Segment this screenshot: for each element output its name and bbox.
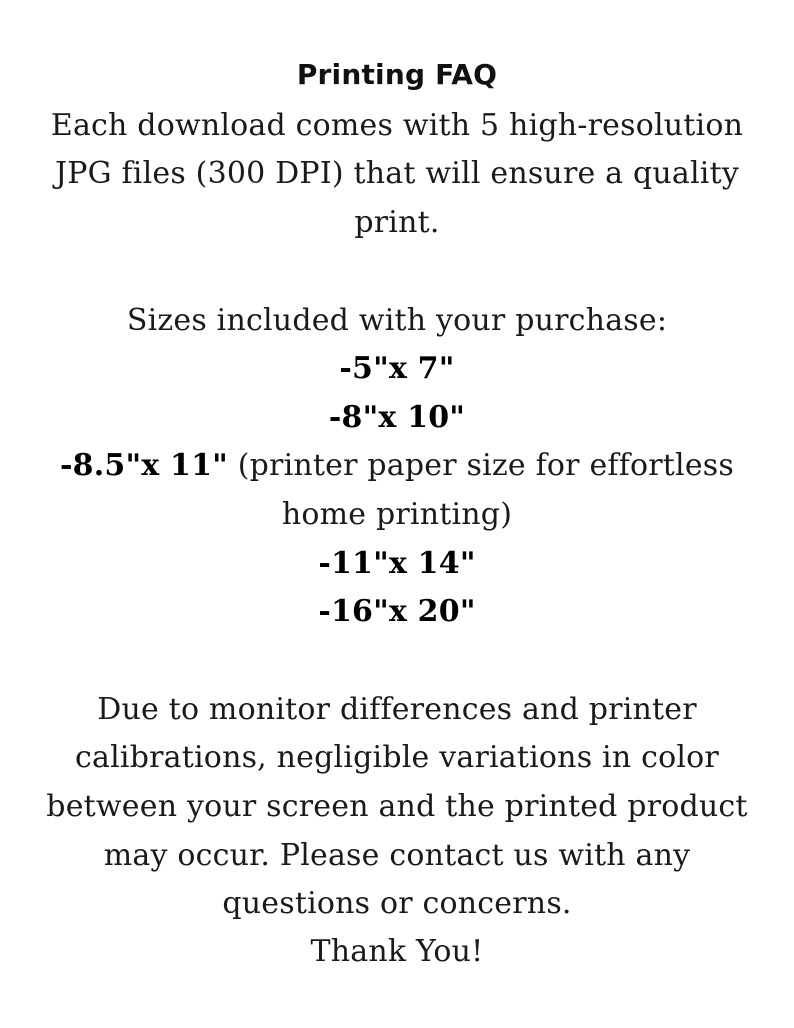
closing-thank-you: Thank You! xyxy=(310,934,484,969)
page-title: Printing FAQ xyxy=(296,58,498,91)
disclaimer-line-4: may occur. Please contact us with any xyxy=(103,838,691,873)
size-item-5x7: -5"x 7" xyxy=(339,351,455,386)
size-item-8x10: -8"x 10" xyxy=(328,400,466,435)
intro-line-1: Each download comes with 5 high-resolution xyxy=(50,108,744,143)
size-item-8-5x11 xyxy=(0,441,794,491)
disclaimer-line-5: questions or concerns. xyxy=(222,886,572,921)
size-item-8-5x11-note: (printer paper size for effortless xyxy=(237,448,734,483)
size-item-8-5x11-size: -8.5"x 11" xyxy=(60,448,228,483)
disclaimer-line-2: calibrations, negligible variations in color xyxy=(75,740,719,775)
disclaimer-line-3: between your screen and the printed product xyxy=(46,789,748,824)
size-item-16x20: -16"x 20" xyxy=(318,594,476,629)
size-item-8-5x11-note-continued: home printing) xyxy=(281,497,513,532)
intro-line-3: print. xyxy=(354,205,440,240)
intro-line-2: JPG files (300 DPI) that will ensure a quality xyxy=(54,156,740,191)
disclaimer-line-1: Due to monitor differences and printer xyxy=(97,692,697,727)
size-item-11x14: -11"x 14" xyxy=(318,546,476,581)
sizes-heading: Sizes included with your purchase: xyxy=(126,303,668,338)
